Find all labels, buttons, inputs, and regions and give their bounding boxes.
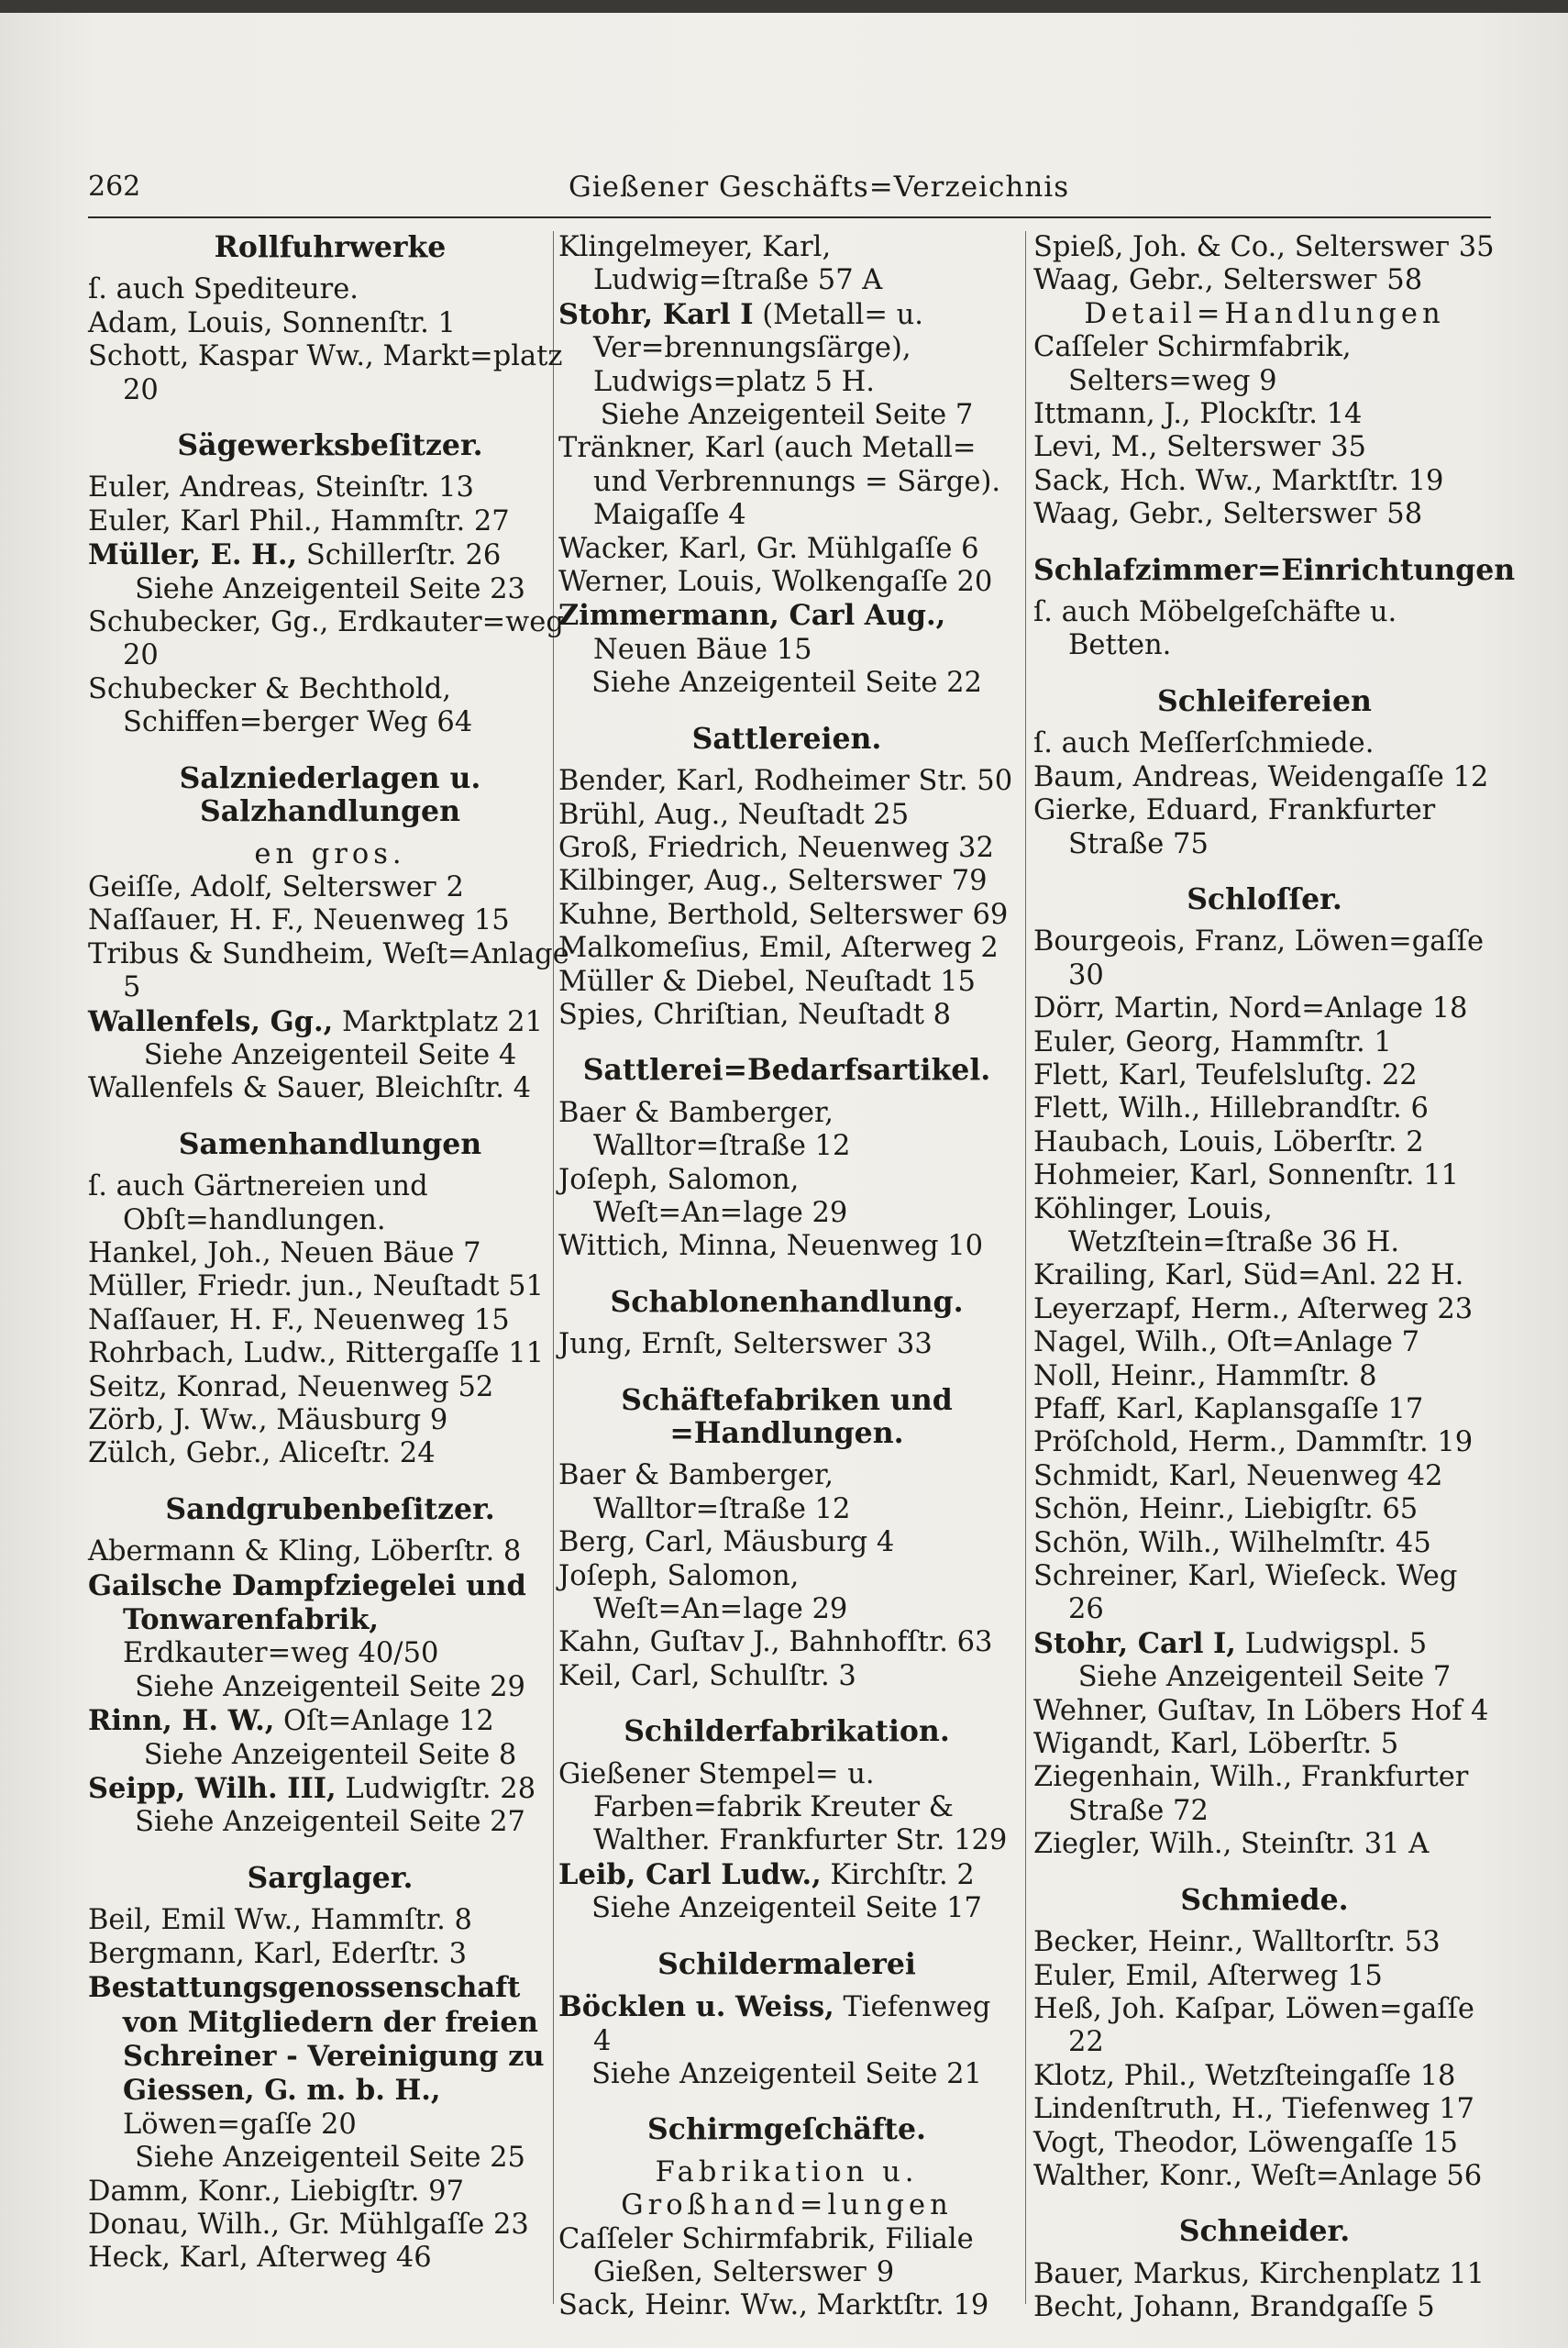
entry-name-bold: Stohr, Carl I, xyxy=(1033,1626,1236,1660)
section-heading: Schneider. xyxy=(1178,2214,1351,2249)
directory-entry xyxy=(88,1704,572,1738)
directory-entry xyxy=(558,298,1015,399)
directory-entry xyxy=(1033,1159,1496,1192)
ad-reference: Siehe Anzeigenteil Seite 4 xyxy=(143,1038,517,1071)
directory-entry xyxy=(558,1328,1015,1361)
entry-text: Müller & Diebel, Neuſtadt 15 xyxy=(558,965,976,998)
directory-entry xyxy=(88,2242,572,2275)
directory-entry xyxy=(1033,2127,1496,2160)
directory-entry xyxy=(558,599,1015,667)
directory-entry xyxy=(88,273,572,306)
entry-text: Joſeph, Salomon, Weſt=An=lage 29 xyxy=(558,1559,848,1626)
directory-entry xyxy=(1033,1360,1496,1393)
entry-text: Euler, Karl Phil., Hammſtr. 27 xyxy=(88,504,510,537)
directory-entry xyxy=(88,1437,572,1470)
directory-entry xyxy=(558,966,1015,999)
directory-entry xyxy=(1033,1527,1496,1560)
directory-entry xyxy=(558,865,1015,898)
directory-entry xyxy=(88,673,572,740)
directory-entry xyxy=(88,1337,572,1370)
entry-text: Flett, Karl, Teufelsluſtg. 22 xyxy=(1033,1058,1418,1091)
column-divider xyxy=(1025,231,1026,2304)
section-heading: Samenhandlungen xyxy=(178,1126,482,1161)
entry-text: Waag, Gebr., Selterswег 58 xyxy=(1033,498,1423,531)
entry-text: Baum, Andreas, Weidengaſſe 12 xyxy=(1033,760,1489,793)
section-heading: Schmiede. xyxy=(1180,1882,1349,1917)
ad-reference: Siehe Anzeigenteil Seite 25 xyxy=(135,2142,525,2175)
entry-text: Baer & Bamberger, Walltor=ſtraße 12 xyxy=(558,1096,851,1163)
directory-entry xyxy=(558,899,1015,932)
directory-entry xyxy=(1033,1393,1496,1426)
directory-entry xyxy=(88,1404,572,1437)
entry-text: Rohrbach, Ludw., Rittergaſſe 11 xyxy=(88,1337,545,1370)
directory-entry xyxy=(1033,761,1496,794)
section-heading: Sattlereien. xyxy=(691,721,882,756)
entry-text: Keil, Carl, Schulſtr. 3 xyxy=(558,1659,856,1692)
entry-name-bold: Seipp, Wilh. III, xyxy=(88,1772,337,1806)
directory-entry xyxy=(88,1772,572,1806)
directory-entry xyxy=(1033,1926,1496,1959)
entry-text: Gießener Stempel= u. Farben=fabrik Kreuter & Walther. Frankfurter Str. 129 xyxy=(558,1757,1008,1857)
section-heading: Sandgrubenbeſitzer. xyxy=(165,1491,495,1526)
entry-text: Löwen=gaſſe 20 xyxy=(123,2108,357,2141)
running-title: Gießener Geschäfts=Verzeichnis xyxy=(569,171,1070,204)
directory-entry xyxy=(1033,1695,1496,1728)
entry-text: Naſſauer, H. F., Neuenweg 15 xyxy=(88,904,510,937)
scan-edge xyxy=(0,0,1568,13)
entry-text: Dörr, Martin, Nord=Anlage 18 xyxy=(1033,992,1468,1025)
column-3 xyxy=(1033,231,1516,2325)
entry-text: Euler, Georg, Hammſtr. 1 xyxy=(1033,1025,1392,1058)
directory-entry xyxy=(88,2176,572,2209)
entry-text: Pröſchold, Herm., Dammſtr. 19 xyxy=(1033,1426,1474,1459)
entry-name-bold: Zimmermann, Carl Aug., xyxy=(558,599,946,633)
entry-text: Ziegenhain, Wilh., Frankfurter Straße 72 xyxy=(1033,1761,1469,1827)
entry-text: Baer & Bamberger, Walltor=ſtraße 12 xyxy=(558,1459,851,1525)
directory-entry xyxy=(1033,498,1496,531)
entry-text: Zörb, J. Ww., Mäusburg 9 xyxy=(88,1404,448,1436)
directory-entry xyxy=(558,1626,1015,1659)
directory-entry xyxy=(1033,1259,1496,1292)
entry-text: ſ. auch Möbelgeſchäfte u. Betten. xyxy=(1033,596,1397,662)
entry-text: Schubecker, Gg., Erdkauter=weg 20 xyxy=(88,606,564,672)
entry-text: Adam, Louis, Sonnenſtr. 1 xyxy=(88,306,456,339)
entry-text: Caſſeler Schirmfabrik, Selters=weg 9 xyxy=(1033,331,1352,397)
entry-text: Hankel, Joh., Neuen Bäue 7 xyxy=(88,1236,481,1269)
directory-entry xyxy=(88,307,572,340)
entry-text: Heß, Joh. Kaſpar, Löwen=gaſſe 22 xyxy=(1033,1992,1474,2059)
directory-entry xyxy=(558,832,1015,865)
section-heading: Schildermalerei xyxy=(657,1946,916,1981)
ad-reference: Siehe Anzeigenteil Seite 27 xyxy=(135,1806,525,1839)
directory-entry xyxy=(88,471,572,504)
directory-entry xyxy=(88,1304,572,1337)
directory-entry xyxy=(88,505,572,538)
directory-entry xyxy=(1033,1193,1496,1260)
entry-text: Caſſeler Schirmfabrik, Filiale Gießen, Selterswег 9 xyxy=(558,2222,974,2288)
directory-entry xyxy=(88,340,572,407)
section-heading: Schilderfabrikation. xyxy=(624,1714,950,1749)
entry-text: Tränkner, Karl (auch Metall= und Verbrennungs = Särge). Maigaſſe 4 xyxy=(558,432,1001,532)
entry-text: Zülch, Gebr., Aliceſtr. 24 xyxy=(88,1437,436,1470)
directory-entry xyxy=(1033,1293,1496,1326)
entry-text: Tiefenweg 4 xyxy=(593,1991,991,2057)
entry-text: Vogt, Theodor, Löwengaſſe 15 xyxy=(1033,2126,1458,2159)
header-rule xyxy=(88,216,1491,218)
entry-text: ſ. auch Meſſerſchmiede. xyxy=(1033,727,1375,760)
section-heading: Schlafzimmer=Einrichtungen xyxy=(1033,552,1516,587)
ad-reference: Siehe Anzeigenteil Seite 22 xyxy=(591,667,982,700)
entry-text: Brühl, Aug., Neuſtadt 25 xyxy=(558,798,910,831)
directory-entry xyxy=(1033,1460,1496,1493)
ad-reference: Siehe Anzeigenteil Seite 21 xyxy=(591,2057,982,2090)
section-heading: Sarglager. xyxy=(247,1860,414,1895)
entry-text: Donau, Wilh., Gr. Mühlgaſſe 23 xyxy=(88,2208,529,2241)
entry-text: Groß, Friedrich, Neuenweg 32 xyxy=(558,831,994,864)
entry-text: Heck, Karl, Aſterweg 46 xyxy=(88,2242,432,2275)
entry-text: Spies, Chriſtian, Neuſtadt 8 xyxy=(558,998,952,1031)
directory-entry xyxy=(558,2289,1015,2322)
directory-entry xyxy=(558,432,1015,532)
directory-entry xyxy=(558,932,1015,965)
entry-name-bold: Bestattungsgenossenschaft von Mitgliedern der freien Schreiner - Vereinigung zu Giessen, G. m. b. H., xyxy=(88,1971,545,2108)
entry-name-bold: Müller, E. H., xyxy=(88,538,298,572)
entry-text: Naſſauer, H. F., Neuenweg 15 xyxy=(88,1303,510,1336)
directory-entry xyxy=(1033,431,1496,464)
directory-entry xyxy=(558,1660,1015,1693)
directory-entry xyxy=(1033,264,1496,297)
directory-entry xyxy=(1033,1761,1496,1828)
directory-entry xyxy=(558,1097,1015,1164)
entry-text: Pfaff, Karl, Kaplansgaſſe 17 xyxy=(1033,1393,1424,1425)
entry-text: Abermann & Kling, Löberſtr. 8 xyxy=(88,1535,522,1568)
directory-entry xyxy=(88,2209,572,2242)
directory-entry xyxy=(1033,1059,1496,1092)
entry-text: Wacker, Karl, Gr. Mühlgaſſe 6 xyxy=(558,532,979,565)
entry-text: Schubecker & Bechthold, Schiffen=berger Weg 64 xyxy=(88,672,473,739)
directory-entry xyxy=(1033,727,1496,760)
entry-text: ſ. auch Spediteure. xyxy=(88,273,359,306)
directory-entry xyxy=(558,1230,1015,1263)
entry-text: Bender, Karl, Rodheimer Str. 50 xyxy=(558,765,1013,798)
directory-entry xyxy=(1033,1026,1496,1059)
entry-text: Sack, Hch. Ww., Marktſtr. 19 xyxy=(1033,464,1444,497)
ad-reference: Siehe Anzeigenteil Seite 7 xyxy=(600,399,974,432)
ad-reference: Siehe Anzeigenteil Seite 29 xyxy=(135,1670,525,1703)
entry-text: Beil, Emil Ww., Hammſtr. 8 xyxy=(88,1904,472,1937)
entry-text: Nagel, Wilh., Oſt=Anlage 7 xyxy=(1033,1326,1420,1359)
directory-entry xyxy=(558,765,1015,798)
entry-text: (Metall= u. Ver=brennungsſärge), Ludwigs=platz 5 H. xyxy=(593,298,923,398)
entry-text: Flett, Wilh., Hillebrandſtr. 6 xyxy=(1033,1092,1429,1125)
entry-text: Ludwigspl. 5 xyxy=(1235,1627,1428,1660)
column-1 xyxy=(88,231,572,2276)
entry-text: Hohmeier, Karl, Sonnenſtr. 11 xyxy=(1033,1159,1459,1192)
entry-text: Euler, Emil, Aſterweg 15 xyxy=(1033,1959,1383,1992)
entry-text: Berg, Carl, Mäusburg 4 xyxy=(558,1526,895,1559)
entry-text: Becker, Heinr., Walltorſtr. 53 xyxy=(1033,1926,1441,1959)
entry-text: Schott, Kaspar Ww., Markt=platz 20 xyxy=(88,340,563,406)
entry-text: Schön, Heinr., Liebigſtr. 65 xyxy=(1033,1493,1419,1526)
entry-text: Kirchſtr. 2 xyxy=(821,1858,975,1891)
directory-entry xyxy=(558,1459,1015,1526)
entry-text: Neuen Bäue 15 xyxy=(593,633,812,666)
entry-text: Damm, Konr., Liebigſtr. 97 xyxy=(88,2175,464,2208)
directory-entry xyxy=(88,1237,572,1270)
section-heading: Schleifereien xyxy=(1157,683,1372,718)
directory-entry xyxy=(1033,2060,1496,2093)
directory-entry xyxy=(558,2223,1015,2290)
directory-entry xyxy=(1033,794,1496,861)
entry-text: Bourgeois, Franz, Löwen=gaſſe 30 xyxy=(1033,925,1485,991)
entry-text: Marktplatz 21 xyxy=(333,1005,543,1038)
entry-text: Krailing, Karl, Süd=Anl. 22 H. xyxy=(1033,1259,1464,1292)
directory-entry xyxy=(558,1526,1015,1559)
directory-entry xyxy=(1033,596,1496,663)
entry-text: Gierke, Eduard, Frankfurter Straße 75 xyxy=(1033,794,1436,860)
entry-text: Waag, Gebr., Selterswег 58 xyxy=(1033,264,1423,297)
directory-entry xyxy=(88,871,572,904)
ad-reference: Siehe Anzeigenteil Seite 17 xyxy=(591,1892,982,1925)
directory-entry xyxy=(558,1758,1015,1858)
directory-entry xyxy=(88,1371,572,1404)
entry-text: Bergmann, Karl, Ederſtr. 3 xyxy=(88,1937,468,1970)
entry-text: Becht, Johann, Brandgaſſe 5 xyxy=(1033,2291,1435,2324)
directory-entry xyxy=(88,904,572,937)
directory-entry xyxy=(88,606,572,673)
entry-name-bold: Böcklen u. Weiss, xyxy=(558,1990,834,2024)
entry-text: Schreiner, Karl, Wieſeck. Weg 26 xyxy=(1033,1560,1458,1626)
page-number: 262 xyxy=(88,171,141,203)
entry-text: Joſeph, Salomon, Weſt=An=lage 29 xyxy=(558,1163,848,1229)
section-heading: Rollfuhrwerke xyxy=(214,230,447,264)
directory-entry xyxy=(558,1560,1015,1627)
subheading: en gros. xyxy=(254,837,406,870)
directory-entry xyxy=(1033,1993,1496,2060)
directory-entry xyxy=(88,1938,572,1971)
directory-entry xyxy=(88,1535,572,1568)
directory-entry xyxy=(1033,2093,1496,2126)
directory-entry xyxy=(88,538,572,572)
entry-text: Klotz, Phil., Wetzſteingaſſe 18 xyxy=(1033,2059,1456,2092)
directory-entry xyxy=(1033,1627,1496,1661)
directory-entry xyxy=(88,1971,572,2142)
directory-entry xyxy=(558,533,1015,566)
entry-text: Oſt=Anlage 12 xyxy=(274,1705,494,1738)
entry-name-bold: Rinn, H. W., xyxy=(88,1704,275,1738)
column-2 xyxy=(558,231,1015,2323)
entry-text: Werner, Louis, Wolkengaſſe 20 xyxy=(558,566,993,599)
entry-name-bold: Wallenfels, Gg., xyxy=(88,1004,334,1038)
section-heading: Schäftefabriken und =Handlungen. xyxy=(621,1382,953,1450)
directory-entry xyxy=(558,231,1015,298)
directory-entry xyxy=(1033,1960,1496,1993)
entry-text: Leyerzapf, Herm., Aſterweg 23 xyxy=(1033,1292,1474,1325)
directory-entry xyxy=(1033,1126,1496,1159)
section-heading: Sattlerei=Bedarfsartikel. xyxy=(582,1053,991,1088)
directory-entry xyxy=(88,938,572,1005)
directory-entry xyxy=(1033,231,1496,264)
subheading: Fabrikation u. Großhand=lungen xyxy=(621,2155,953,2222)
entry-text: Noll, Heinr., Hammſtr. 8 xyxy=(1033,1359,1377,1392)
directory-entry xyxy=(558,1990,1015,2058)
directory-entry xyxy=(1033,1426,1496,1459)
section-heading: Salzniederlagen u. Salzhandlungen xyxy=(179,760,481,829)
section-heading: Schirmgeſchäfte. xyxy=(647,2112,926,2147)
entry-text: Ziegler, Wilh., Steinſtr. 31 A xyxy=(1033,1828,1430,1861)
entry-text: Wallenfels & Sauer, Bleichſtr. 4 xyxy=(88,1072,532,1105)
directory-entry xyxy=(558,1164,1015,1231)
directory-entry xyxy=(88,1270,572,1303)
entry-text: Köhlinger, Louis, Wetzſtein=ſtraße 36 H. xyxy=(1033,1192,1400,1258)
directory-entry xyxy=(1033,925,1496,992)
entry-text: Euler, Andreas, Steinſtr. 13 xyxy=(88,471,474,504)
entry-text: Kilbinger, Aug., Selterswег 79 xyxy=(558,865,988,898)
entry-name-bold: Gailsche Dampfziegelei und Tonwarenfabrik, xyxy=(88,1568,526,1637)
entry-text: Bauer, Markus, Kirchenplatz 11 xyxy=(1033,2257,1485,2290)
section-heading: Schloſſer. xyxy=(1187,881,1342,916)
directory-entry xyxy=(558,566,1015,599)
entry-text: Wittich, Minna, Neuenweg 10 xyxy=(558,1230,984,1263)
directory-entry xyxy=(1033,465,1496,498)
entry-text: Geiſſe, Adolf, Selterswег 2 xyxy=(88,870,464,903)
entry-text: Tribus & Sundheim, Weſt=Anlage 5 xyxy=(88,937,569,1004)
entry-text: Kuhne, Berthold, Selterswег 69 xyxy=(558,898,1009,931)
entry-text: Wigandt, Karl, Löberſtr. 5 xyxy=(1033,1728,1399,1761)
subheading: Detail=Handlungen xyxy=(1084,297,1445,330)
section-heading: Schablonenhandlung. xyxy=(610,1284,964,1319)
directory-entry xyxy=(1033,2258,1496,2291)
entry-text: Jung, Ernſt, Selterswег 33 xyxy=(558,1328,933,1361)
directory-entry xyxy=(1033,2160,1496,2193)
ad-reference: Siehe Anzeigenteil Seite 23 xyxy=(135,572,525,605)
directory-entry xyxy=(558,999,1015,1032)
directory-entry xyxy=(1033,1326,1496,1359)
directory-entry xyxy=(88,1005,572,1039)
directory-entry xyxy=(558,799,1015,832)
entry-text: Lindenſtruth, H., Tiefenweg 17 xyxy=(1033,2093,1474,2126)
directory-entry xyxy=(1033,1560,1496,1627)
entry-name-bold: Stohr, Karl I xyxy=(558,297,754,331)
directory-entry xyxy=(1033,1728,1496,1761)
entry-text: Ittmann, J., Plockſtr. 14 xyxy=(1033,398,1363,431)
directory-entry xyxy=(1033,1493,1496,1526)
entry-text: Seitz, Konrad, Neuenweg 52 xyxy=(88,1370,494,1403)
entry-text: Walther, Konr., Weſt=Anlage 56 xyxy=(1033,2159,1483,2192)
entry-text: Schmidt, Karl, Neuenweg 42 xyxy=(1033,1459,1443,1492)
directory-entry xyxy=(1033,2291,1496,2324)
directory-entry xyxy=(88,1904,572,1937)
entry-text: Levi, M., Selterswег 35 xyxy=(1033,431,1366,464)
entry-text: Schillerſtr. 26 xyxy=(297,539,502,572)
entry-text: Ludwigſtr. 28 xyxy=(336,1773,536,1806)
directory-entry xyxy=(1033,992,1496,1025)
entry-text: Spieß, Joh. & Co., Selterswег 35 xyxy=(1033,231,1495,263)
entry-text: Schön, Wilh., Wilhelmſtr. 45 xyxy=(1033,1526,1431,1559)
directory-entry xyxy=(1033,1092,1496,1125)
entry-name-bold: Leib, Carl Ludw., xyxy=(558,1857,822,1891)
section-heading: Sägewerksbeſitzer. xyxy=(177,428,483,463)
directory-entry xyxy=(558,1858,1015,1892)
entry-text: Müller, Friedr. jun., Neuſtadt 51 xyxy=(88,1270,544,1303)
directory-entry xyxy=(1033,1828,1496,1861)
directory-entry xyxy=(1033,331,1496,398)
entry-text: Wehner, Guſtav, In Löbers Hof 4 xyxy=(1033,1694,1489,1727)
entry-text: Haubach, Louis, Löberſtr. 2 xyxy=(1033,1125,1424,1158)
directory-entry xyxy=(88,1170,572,1237)
ad-reference: Siehe Anzeigenteil Seite 7 xyxy=(1077,1661,1452,1694)
entry-text: Malkomeſius, Emil, Aſterweg 2 xyxy=(558,932,999,965)
entry-text: ſ. auch Gärtnereien und Obſt=handlungen. xyxy=(88,1170,428,1236)
ad-reference: Siehe Anzeigenteil Seite 8 xyxy=(143,1738,517,1771)
directory-entry xyxy=(88,1569,572,1671)
entry-text: Kahn, Guſtav J., Bahnhofſtr. 63 xyxy=(558,1626,993,1659)
entry-text: Klingelmeyer, Karl, Ludwig=ſtraße 57 A xyxy=(558,231,883,297)
entry-text: Sack, Heinr. Ww., Marktſtr. 19 xyxy=(558,2289,989,2322)
directory-entry xyxy=(1033,398,1496,431)
entry-text: Erdkauter=weg 40/50 xyxy=(123,1637,439,1670)
directory-entry xyxy=(88,1072,572,1105)
